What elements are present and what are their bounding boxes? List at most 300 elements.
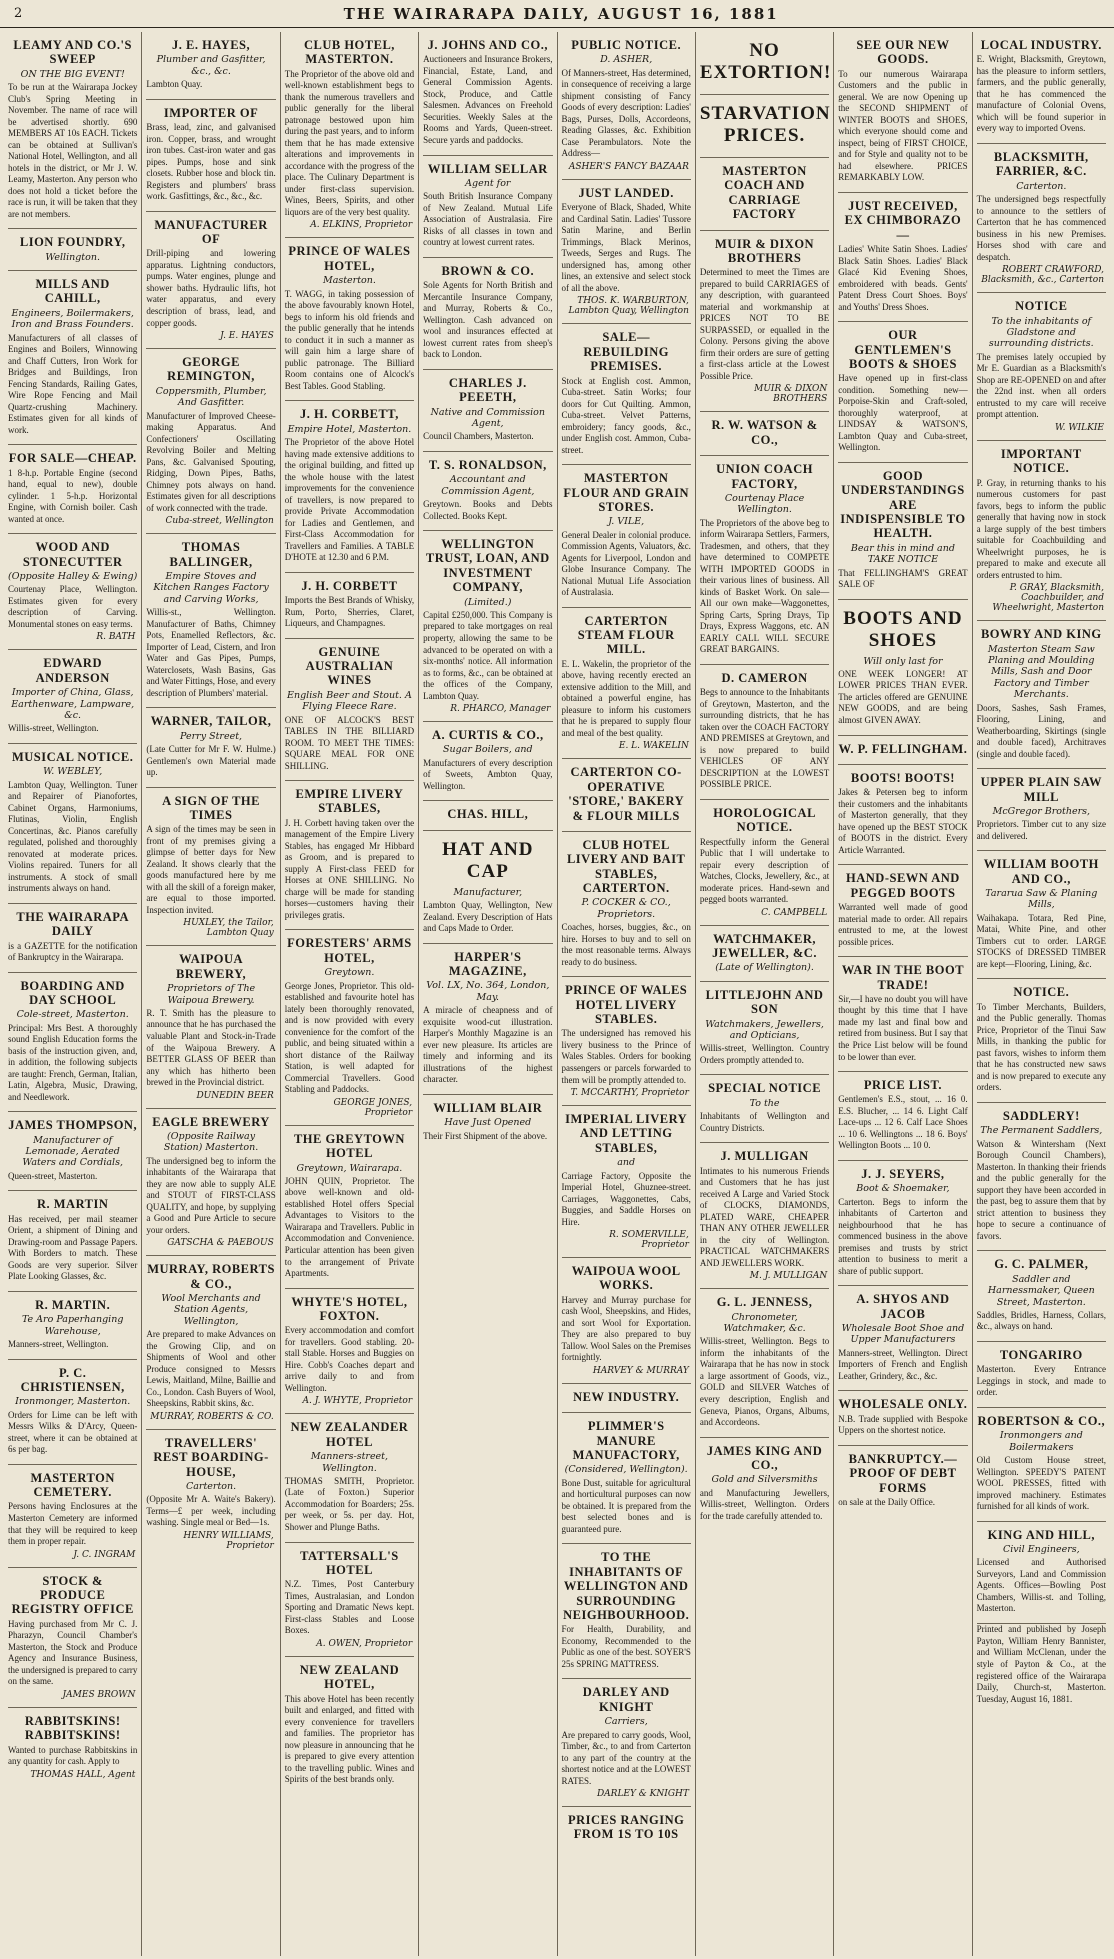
ad-body: Willis-street, Wellington. Begs to inform the inhabitants of the Wairarapa that he has now in stock a large assortment of Goods, viz., GOLD and SILVER Watches of every description, English and Geneva, Pianos, Organs, Albums, and Accordeons. [699,1336,830,1428]
advertisement [562,1258,691,1384]
advertisement [562,1384,691,1413]
ad-signature: HARVEY & MURRAY [592,1365,689,1376]
newspaper-column [973,32,1110,1956]
advertisement [285,1657,414,1794]
printer-imprint: Printed and published by Joseph Payton, William Henry Bannister, and William McClenan, under the style of Payton & Co., at the registered office of the Wairarapa Daily, Church-st, Masterton. Tuesday, August 16, 1881. [976,1623,1106,1705]
advertisement [146,1256,275,1430]
ad-heading: STOCK & PRODUCE REGISTRY OFFICE [11,1573,134,1617]
masthead-title: THE WAIRARAPA DAILY, AUGUST 16, 1881 [343,4,779,23]
advertisement [146,32,275,100]
ad-heading: G. C. PALMER, [994,1257,1089,1272]
advertisement [146,788,275,947]
advertisement [8,271,137,445]
ad-body: Has received, per mail steamer Orient, a shipment of Dining and Drawing-room and Passage Papers. With Borders to match. These Goods are very superior. Silver Plate Looking Glasses, &c. [8,1213,138,1282]
advertisement [146,708,275,787]
ad-subheading: McGregor Brothers, [992,805,1091,817]
ad-heading: CHARLES J. PEEETH, [448,375,527,405]
ad-subheading: Boot & Shoemaker, [856,1183,950,1195]
ad-subheading: Will only last for [863,655,943,667]
ad-heading: R. MARTIN. [35,1297,111,1312]
ad-body: The undersigned has removed his livery business to the Prince of Wales Stables. Orders for booking passengers or parcels forwarded to them will be promptly attended to. [561,1028,691,1085]
ad-body: To Timber Merchants, Builders, and the Public generally. Thomas Price, Proprietor of the Tinui Saw Mills, in thanking the public for past favors, wishes to inform them that he has constructed new saws and is now prepared to execute any orders. [976,1001,1106,1093]
advertisement [8,1360,137,1465]
advertisement [838,957,967,1072]
ad-body: Stock at English cost. Ammon, Cuba-street. Satin Works; four doors for Cut Quilting. Ammon, Cuba-street. Velvet Patterns, embroidery; fancy goods, &c., under English cost. Ammon, Cuba-street. [561,375,691,455]
ad-heading: GENUINE AUSTRALIAN WINES [305,644,394,688]
ad-body: Manufacturers of every description of Sweets, Ambton Quay, Wellington. [423,757,553,791]
ad-subheading: Engineers, Boilermakers, Iron and Brass Founders. [11,307,134,331]
ad-subheading: Empire Hotel, Masterton. [287,423,412,435]
advertisement [146,212,275,349]
ad-heading: MASTERTON COACH AND CARRIAGE FACTORY [722,164,807,222]
ad-heading: BROWN & CO. [441,263,535,278]
ad-body: Inhabitants of Wellington and Country Districts. [699,1111,830,1133]
ad-body: (Opposite Mr A. Waite's Bakery). Terms—£ per week, including washing. Single meal or Bed—1s. [146,1494,276,1528]
ad-heading: FORESTERS' ARMS HOTEL, [287,936,412,965]
ad-body: Watson & Wintersham (Next Borough Council Chambers), Masterton. In thanking their friends and the public generally for the support they have been accorded in the past, beg to assure them that by strict attention to business they hope to secure a continuance of favors. [976,1138,1106,1241]
advertisement [285,238,414,401]
advertisement [285,1543,414,1657]
ad-subheading: Carriers, [604,1716,648,1728]
ad-heading: T. S. RONALDSON, [428,457,547,472]
ad-body: For Health, Durability, and Economy, Recommended to the Public as one of the best. SOYER'S 25s SPRING MATTRESS. [561,1624,691,1669]
ad-subheading: P. COCKER & CO., Proprietors. [581,897,671,920]
ad-subheading: Manufacturer, [453,886,523,898]
ad-body: Of Manners-street, Has determined, in consequence of receiving a large shipment consisting of Fancy Goods of every description: Ladies' Bags, Purses, Dolls, Accordeons, Reading Glasses, &c. Exhibition Case Perambulators. Note the Address— [561,67,691,159]
ad-signature: A. OWEN, Proprietor [316,1638,413,1649]
ad-body: Warranted well made of good material made to order. All repairs entrusted to me, at the lowest possible prices. [838,902,968,947]
ad-heading: TO THE INHABITANTS OF WELLINGTON AND SURROUNDING NEIGHBOURHOOD. [563,1550,690,1622]
advertisement [977,293,1106,441]
ad-body: Harvey and Murray purchase for cash Wool, Sheepskins, and Hides, and sort Wool for Exportation. They are also prepared to buy Tallow. Wool Sales on the Premises fortnightly. [561,1294,691,1363]
ad-heading: GEORGE REMINGTON, [167,355,255,384]
ad-body: N.B. Trade supplied with Bespoke Uppers on the shortest notice. [838,1413,968,1436]
advertisement [700,800,829,926]
ad-subheading: Greytown. [324,967,375,979]
ad-body: That FELLINGHAM'S GREAT SALE OF [838,567,968,590]
ad-body: Doors, Sashes, Sash Frames, Flooring, Lining, and Weatherboarding, Skirtings (single and double faced), Architraves (single and double faced). [976,702,1106,759]
advertisement [838,1072,967,1161]
ad-body: ONE WEEK LONGER! AT LOWER PRICES THAN EVER. The articles offered are GENUINE NEW GOODS, and are being almost GIVEN AWAY. [838,668,968,725]
ad-body: Willis-st., Wellington. Manufacturer of Baths, Chimney Pots, Enamelled Reflectors, &c. Importer of Lead, Cistern, and Iron Water and Gas Pipes, Pumps, Waterclosets, Wash Basins, Gas and Water Fittings, Hose, and every description of Plumbers' material. [146,607,276,698]
ad-heading: THE GREYTOWN HOTEL [293,1131,405,1161]
ad-body: Manners-street, Wellington. Direct Importers of French and English Leather, Grindery, &c., &c. [838,1347,968,1381]
advertisement [285,1289,414,1415]
ad-signature: A. ELKINS, Proprietor [310,220,413,231]
advertisement [838,463,967,600]
ad-body: Greytown. Books and Debts Collected. Books Kept. [423,499,553,521]
ad-body: Their First Shipment of the above. [423,1130,548,1141]
ad-body: Are prepared to make Advances on the Growing Clip, and on Shipments of Wool and other Produce consigned to Messrs Lewis, Maitland, Milne, Baillie and Co., London. Cash Buyers of Wool, Sheepskins, Rabbit skins, &c. [146,1329,276,1409]
ad-heading: EDWARD ANDERSON [35,656,110,685]
advertisement [285,1414,414,1542]
advertisement [8,1292,137,1360]
ad-heading: WELLINGTON TRUST, LOAN, AND INVESTMENT COMPANY, [425,537,550,595]
ad-body: N.Z. Times, Post Canterbury Times, Australasian, and London Sporting and Dramatic News kept. First-class Stables and Loose Boxes. [284,1579,415,1636]
ad-heading: NOTICE [1015,299,1068,314]
advertisement [562,180,691,325]
ad-subheading: Ironmonger, Masterton. [15,1396,131,1408]
ad-heading: G. L. JENNESS, [716,1295,813,1310]
advertisement [285,401,414,572]
ad-signature: ROBERT CRAWFORD, Blacksmith, &c., Carterton [981,265,1104,286]
ad-heading: MUIR & DIXON BROTHERS [715,236,815,265]
ad-heading: NEW INDUSTRY. [573,1389,680,1404]
ad-subheading: and [617,1157,636,1169]
ad-body: ONE OF ALCOCK'S BEST TABLES IN THE BILLIARD ROOM. TO MEET THE TIMES: SQUARE MEAL FOR ONE SHILLING. [284,714,415,771]
ad-heading: EMPIRE LIVERY STABLES, [295,787,404,816]
advertisement [8,1191,137,1291]
ad-heading: BANKRUPTCY.—PROOF OF DEBT FORMS [848,1451,958,1495]
advertisement [700,1438,829,1531]
ad-subheading: Gold and Silversmiths [711,1474,818,1486]
ad-heading: IMPERIAL LIVERY AND LETTING STABLES, [565,1112,688,1155]
ad-signature: HENRY WILLIAMS, Proprietor [183,1530,274,1551]
ad-heading: MASTERTON CEMETERY. [30,1470,115,1500]
ad-subheading: Empire Stoves and Kitchen Ranges Factory and Carving Works, [153,570,269,605]
advertisement [146,100,275,212]
ad-body: The Proprietors of the above beg to inform Wairarapa Settlers, Farmers, Tradesmen, and others, that they have determined to COMPETE WITH IMPORTED GOODS in their various lines of business. All kinds of Basket Work. On sale—All our own make—Waggonettes, Spring Carts, Spring Drays, Tip Drays, Express Waggons, etc. AN EARLY CALL WILL SECURE GREAT BARGAINS. [699,517,830,655]
advertisement [562,32,691,180]
ad-subheading: Perry Street, [180,730,243,742]
ad-body: The premises lately occupied by Mr E. Guardian as a Blacksmith's Shop are RE-OPENED on and after the 22nd inst. when all orders entrusted to my care will receive prompt attention. [976,351,1106,420]
ad-heading: STARVATION PRICES. [699,103,831,146]
ad-body: P. Gray, in returning thanks to his numerous customers for past favors, begs to inform the public generally that having now in stock a large supply of the best timbers suitable for Coachbuilding and Wheelwright purposes, he is prepared to make and execute all orders entrusted to him. [976,477,1106,580]
ad-heading: PRICES RANGING FROM 1S TO 10S [567,1813,685,1842]
ad-body: Orders for Lime can be left with Messrs Wilks & D'Arcy, Queen-street, where it can be obtained at 6s per bag. [8,1409,138,1455]
ad-body: Licensed and Authorised Surveyors, Land and Commission Agents. Offices—Bowling Post Chambers, Willis-st. and Tolling, Masterton. [976,1557,1106,1614]
newspaper-column [834,32,972,1956]
ad-heading: CARTERTON CO-OPERATIVE 'STORE,' BAKERY & FLOUR MILLS [568,765,685,823]
newspaper-column [419,32,557,1956]
ad-body: George Jones, Proprietor. This old-established and favourite hotel has lately been thoroughly renovated, and is now provided with every convenience for the comfort of the public, and being situated within a short distance of the Railway Station, is well adapted for Commercial Travellers. Good Stabling and Paddocks. [284,980,415,1095]
ad-heading: TATTERSALL'S HOTEL [300,1548,399,1577]
advertisement [977,1251,1106,1342]
ad-heading: JUST LANDED. [578,185,674,200]
ad-subheading: Wool Merchants and Station Agents, Wellington, [161,1293,261,1327]
ad-body: 1 8-h.p. Portable Engine (second hand, equal to new), double cylinder. 1 5-h.p. Horizontal Engine, with Cornish boiler. Cash wanted at once. [8,467,138,524]
ad-body: The undersigned begs respectfully to announce to the settlers of Carterton that he has commenced business in his new Premises. Horses shod with care and despatch. [976,194,1106,262]
ad-body: and Manufacturing Jewellers, Willis-street, Wellington. Orders for the trade carefully attended to. [699,1487,830,1521]
ad-body: Queen-street, Masterton. [8,1170,98,1181]
ad-heading: BOWRY AND KING [980,627,1102,642]
ad-signature: THOMAS HALL, Agent [30,1769,136,1780]
ad-subheading: To the [749,1097,780,1109]
ad-subheading: Watchmakers, Jewellers, and Opticians, [705,1018,824,1042]
ad-signature: MURRAY, ROBERTS & CO. [150,1411,274,1422]
ad-heading: WATCHMAKER, JEWELLER, &C. [712,931,817,961]
ad-heading: NOTICE. [1013,985,1070,1000]
ad-subheading: Accountant and Commission Agent, [441,474,535,497]
ad-signature: MUIR & DIXON BROTHERS [754,384,828,405]
ad-heading: LOCAL INDUSTRY. [980,38,1102,52]
ad-heading: WAR IN THE BOOT TRADE! [841,963,965,992]
ad-subheading: Importer of China, Glass, Earthenware, Lampware, &c. [11,687,135,721]
advertisement [562,759,691,832]
advertisement [8,1568,137,1708]
ad-heading: JUST RECEIVED, EX CHIMBORAZO— [844,198,962,242]
ad-heading: WARNER, TAILOR, [150,714,272,729]
advertisement [423,156,552,258]
advertisement [838,1161,967,1286]
advertisement [977,979,1106,1103]
ad-signature: T. MCCARTHY, Proprietor [570,1088,689,1099]
page-number: 2 [14,6,23,21]
ad-subheading: Bear this in mind and TAKE NOTICE [850,542,955,566]
ad-heading: WHOLESALE ONLY. [838,1397,968,1412]
ad-heading: HOROLOGICAL NOTICE. [713,805,816,835]
ad-body: Sole Agents for North British and Mercantile Insurance Company, and Murray, Roberts & Co., Wellington. Cash advanced on wool and insurances effected at lowest current rates from sheep's back to London. [423,280,553,360]
ad-heading: OUR GENTLEMEN'S BOOTS & SHOES [848,328,957,371]
ad-heading: LEAMY AND CO.'S SWEEP [13,38,132,67]
advertisement [977,1342,1106,1408]
ad-heading: LION FOUNDRY, [19,235,126,250]
advertisement [977,769,1106,851]
advertisement [146,1109,275,1257]
ad-heading: WHYTE'S HOTEL, FOXTON. [291,1294,408,1323]
ad-heading: MANUFACTURER OF [154,217,268,247]
advertisement [838,193,967,322]
ad-heading: CHAS. HILL, [447,807,529,822]
column-container [4,32,1110,1956]
advertisement [838,865,967,957]
ad-subheading: Chronometer, Watchmaker, &c. [723,1311,806,1335]
advertisement [562,977,691,1106]
ad-heading: WAIPOUA WOOL WORKS. [571,1264,681,1293]
advertisement [8,32,137,229]
ad-heading: A SIGN OF THE TIMES [162,793,260,822]
ad-heading: KING AND HILL, [987,1527,1095,1542]
ad-subheading: English Beer and Stout. A Flying Fleece Rare. [287,689,412,713]
ad-heading: BLACKSMITH, FARRIER, &C. [993,149,1089,179]
advertisement [146,946,275,1108]
ad-heading: IMPORTANT NOTICE. [1000,446,1082,476]
advertisement [562,324,691,465]
ad-heading: D. CAMERON [721,670,808,685]
advertisement [423,801,552,830]
ad-body: Lambton Quay, Wellington, New Zealand. Every Description of Hats and Caps Made to Order. [423,900,553,934]
ad-body: Saddles, Bridles, Harness, Collars, &c., always on hand. [976,1309,1106,1332]
ad-subheading: Masterton Steam Saw Planing and Moulding Mills, Sash and Door Factory and Timber Merchants. [987,643,1095,701]
ad-body: Courtenay Place, Wellington. Estimates given for every description of Carving. Monumental stones on easy terms. [8,584,138,629]
ad-body: Persons having Enclosures at the Masterton Cemetery are informed that they will be required to keep them in proper repair. [8,1501,138,1547]
ad-subheading: Carterton. [1016,180,1067,192]
ad-body: Wanted to purchase Rabbitskins in any quantity for cash. Apply to [8,1744,138,1767]
advertisement [423,258,552,370]
ad-heading: TRAVELLERS' REST BOARDING-HOUSE, [153,1435,269,1479]
ad-heading: NEW ZEALAND HOTEL, [299,1662,400,1692]
advertisement [146,349,275,534]
ad-heading: JAMES THOMPSON, [8,1118,138,1133]
ad-subheading: Masterton. [322,275,376,287]
ad-heading: WAIPOUA BREWERY, [175,952,247,981]
ad-heading: UPPER PLAIN SAW MILL [980,775,1103,804]
ad-signature: ASHER'S FANCY BAZAAR [568,161,689,172]
ad-subheading: Native and Commission Agent, [430,406,546,429]
ad-body: Willis-street, Wellington. [8,723,99,734]
ad-heading: THE WAIRARAPA DAILY [16,909,130,939]
ad-body: is a GAZETTE for the notification of Bankruptcy in the Wairarapa. [8,940,138,963]
ad-signature: GATSCHA & PAEBOUS [167,1238,274,1249]
ad-subheading: Coppersmith, Plumber, And Gasfitter. [155,385,267,409]
ad-heading: A. CURTIS & CO., [431,728,544,743]
ad-subheading: Ironmongers and Boilermakers [999,1430,1083,1453]
advertisement [977,621,1106,769]
ad-subheading: Courtenay Place Wellington. [724,492,805,516]
advertisement [838,736,967,765]
ad-heading: PUBLIC NOTICE. [571,38,682,52]
advertisement [8,229,137,271]
advertisement [8,973,137,1113]
ad-body: Capital £250,000. This Company is prepared to take mortgages on real property, allowing the same to be advanced to be operated on with a six-months' notice. All information as to forms, &c., can be obtained at the offices of the Company, Lambton Quay. [423,609,553,701]
ad-signature: R. SOMERVILLE, Proprietor [609,1230,689,1251]
advertisement [8,1465,137,1568]
ad-heading: RABBITSKINS! RABBITSKINS! [24,1713,121,1743]
ad-body: (Late Cutter for Mr F. W. Hulme.) Gentlemen's own Material made up. [146,744,276,778]
ad-body: Are prepared to carry goods, Wool, Timber, &c., to and from Carterton to any part of the country at the shortest notice and at the LOWEST RATES. [561,1729,691,1786]
ad-subheading: Cole-street, Masterton. [16,1009,129,1021]
advertisement [700,231,829,413]
ad-signature: THOS. K. WARBURTON, Lambton Quay, Wellington [568,296,689,317]
advertisement [700,665,829,800]
advertisement [562,465,691,608]
ad-body: Everyone of Black, Shaded, White and Cardinal Satin. Ladies' Tussore Satin Marine, and Berlin Trimmings, Black Merinos, Tweeds, Serges and Rugs. The undersigned has, among other lines, an extensive and select stock of all the above. [561,202,691,293]
advertisement [562,1544,691,1679]
ad-signature: W. WILKIE [1054,422,1104,433]
ad-subheading: Carterton. [185,1480,237,1492]
advertisement [700,1075,829,1143]
newspaper-column [4,32,142,1956]
ad-subheading: Te Aro Paperhanging Warehouse, [21,1314,124,1337]
ad-heading: J. E. HAYES, [171,38,251,52]
ad-body: A sign of the times may be seen in front of my premises giving a glimpse of better days for New Zealand. It shows clearly that the goods manufactured here by me with all the skill of a foreign maker, are equal to those imported. Inspection invited. [146,824,276,915]
ad-body: To our numerous Wairarapa Customers and the public in general. We are now Opening up the SECOND SHIPMENT of WINTER BOOTS and SHOES, which everyone should come and inspect, being of FIRST CHOICE, and for Style and quality not to be had elsewhere. PRICES REMARKABLY LOW. [838,68,968,183]
ad-subheading: The Permanent Saddlers, [980,1125,1103,1137]
ad-heading: SPECIAL NOTICE [708,1081,822,1096]
ad-heading: J. MULLIGAN [720,1149,809,1164]
ad-heading: THOMAS BALLINGER, [169,540,253,569]
ad-subheading: Sugar Boilers, and [442,744,533,756]
ad-signature: Cuba-street, Wellington [165,516,274,527]
ad-subheading: (Considered, Wellington). [564,1464,688,1476]
advertisement [838,32,967,193]
ad-signature: GEORGE JONES, Proprietor [333,1097,413,1118]
ad-subheading: Greytown, Wairarapa. [296,1162,403,1174]
advertisement [562,608,691,760]
ad-signature: HUXLEY, the Tailor, Lambton Quay [183,918,274,939]
ad-heading: IMPORTER OF [163,105,259,120]
advertisement [285,32,414,238]
ad-body: on sale at the Daily Office. [838,1496,936,1507]
ad-signature: A. J. WHYTE, Proprietor [302,1396,413,1407]
ad-heading: BOOTS AND SHOES [843,607,963,651]
ad-heading: NO EXTORTION! [699,40,832,83]
advertisement [838,1446,967,1517]
ad-body: Old Custom House street, Wellington. SPEEDY'S PATENT WOOL PRESSES, fitted with improved machinery. Estimates furnished for all kinds of work. [976,1455,1106,1512]
ad-subheading: Tararua Saw & Planing Mills, [985,888,1098,911]
advertisement [8,1708,137,1787]
ad-subheading: Saddler and Harnessmaker, Queen Street, Masterton. [987,1273,1095,1308]
ad-heading: CLUB HOTEL LIVERY AND BAIT STABLES, CARTERTON. [566,837,686,896]
ad-body: Gentlemen's E.S., stout, ... 16 0. E.S. Blucher, ... 14 6. Light Calf Lace-ups ... 12 6. Calf Lace Shoes ... 10 6. Wellingtons ... 18 6. Boys' Wellington Boots ... 10 0. [838,1094,968,1151]
advertisement [285,781,414,930]
ad-heading: PRINCE OF WALES HOTEL, [288,244,411,273]
ad-body: Waihakapa. Totara, Red Pine, Matai, White Pine, and other Timbers cut to order. LARGE STOCKS of DRESSED TIMBER are kept—Flooring, Lining, &c. [976,912,1106,969]
ad-heading: PLIMMER'S MANURE MANUFACTORY, [572,1419,680,1463]
ad-signature: DARLEY & KNIGHT [596,1789,689,1800]
advertisement [700,95,829,158]
ad-body: Determined to meet the Times are prepared to build CARRIAGES of any description, with guaranteed material and workmanship at PRICES NOT TO BE SURPASSED, or equalled in the Colony. Persons giving the above firm their orders are sure of getting a first-class article at the Lowest Possible Price. [699,267,830,381]
ad-subheading: Civil Engineers, [1002,1543,1080,1555]
ad-heading: HAND-SEWN AND PEGGED BOOTS [846,871,960,900]
ad-subheading: (Late of Wellington). [715,962,814,974]
advertisement [838,600,967,736]
advertisement [838,765,967,865]
ad-signature: DUNEDIN BEER [196,1090,274,1101]
ad-heading: J. H. CORBETT, [300,407,399,422]
ad-heading: J. J. SEYERS, [861,1166,945,1181]
ad-heading: J. JOHNS AND CO., [427,38,548,52]
ad-body: Ladies' White Satin Shoes. Ladies' Black Satin Shoes. Ladies' Black Glacé Kid Evening Shoes, embroidered with beads. Gents' Patent Dress Court Shoes. Boys' and Youths' Dress Shoes. [838,244,968,312]
ad-heading: NEW ZEALANDER HOTEL [290,1420,409,1449]
advertisement [423,722,552,801]
ad-subheading: ON THE BIG EVENT! [20,68,125,80]
ad-heading: MILLS AND CAHILL, [35,277,110,306]
advertisement [700,158,829,231]
advertisement [423,831,552,944]
advertisement [8,650,137,743]
newspaper-column [696,32,834,1956]
ad-body: J. H. Corbett having taken over the management of the Empire Livery Stables, has engaged Mr Hibbard as Groom, and is prepared to supply A First-class FEED for Horses at ONE SHILLING. No charge will be made for standing horses—customers having their privileges gratis. [284,817,415,920]
ad-body: Principal: Mrs Best. A thoroughly sound English Education forms the basis of the instruction given, and, in addition, the following subjects are taught: French, German, Italian, Latin, Algebra, Music, Drawing, and Needlework. [8,1022,138,1102]
ad-body: Carriage Factory, Opposite the Imperial Hotel, Ghuznee-street. Carriages, Waggonettes, Cabs, Buggies, and Saddle Horses on Hire. [561,1170,691,1227]
ad-heading: DARLEY AND KNIGHT [582,1685,670,1714]
advertisement [700,982,829,1076]
ad-heading: MUSICAL NOTICE. [11,749,134,764]
advertisement [700,1143,829,1289]
ad-heading: CARTERTON STEAM FLOUR MILL. [577,613,675,657]
ad-subheading: Proprietors of The Waipoua Brewery. [166,983,256,1006]
ad-body: Bone Dust, suitable for agricultural and horticultural purposes can now be obtained. It is prepared from the best selected bones and is guaranteed pure. [561,1477,691,1534]
advertisement [700,412,829,456]
ad-heading: JAMES KING AND CO., [706,1443,823,1472]
ad-body: General Dealer in colonial produce. Commission Agents, Valuators, &c. Agents for Liverpool, London and Globe Insurance Company. The National Mutual Life Association of Australasia. [561,529,691,598]
advertisement [285,1126,414,1289]
ad-subheading: J. VILE, [608,516,645,528]
ad-heading: SEE OUR NEW GOODS. [856,38,950,67]
ad-subheading: Agent for [465,177,511,189]
ad-body: Willis-street, Wellington. Country Orders promptly attended to. [699,1043,830,1065]
ad-body: Manners-street, Wellington. [8,1339,109,1349]
ad-heading: FOR SALE—CHEAP. [8,451,137,466]
ad-signature: E. L. WAKELIN [618,741,689,752]
advertisement [8,744,137,904]
ad-subheading: D. ASHER, [600,54,653,66]
advertisement [562,1413,691,1544]
advertisement [8,534,137,650]
advertisement [146,1430,275,1558]
ad-signature: R. BATH [96,632,136,643]
ad-body: Have opened up in first-class condition. Something new—Porpoise-Skin and Craft-soled, thoroughly waterproof, at LINDSAY & WATSON'S, Lambton Quay and Cuba-street, Wellington. [838,373,968,453]
ad-body: Masterton. Every Entrance Leggings in stock, and made to order. [976,1364,1106,1398]
ad-subheading: (Opposite Halley & Ewing) [8,570,138,582]
ad-body: Council Chambers, Masterton. [423,431,534,442]
ad-subheading: Plumber and Gasfitter, &c., &c. [156,54,266,77]
ad-body: Carterton. Begs to inform the inhabitants of Carterton and neighbourhood that he has commenced business in the above premises and trusts by strict attention to business to merit a share of public support. [838,1196,968,1276]
advertisement [423,531,552,722]
advertisement [285,573,414,639]
ad-heading: R. W. WATSON & CO., [711,418,818,447]
